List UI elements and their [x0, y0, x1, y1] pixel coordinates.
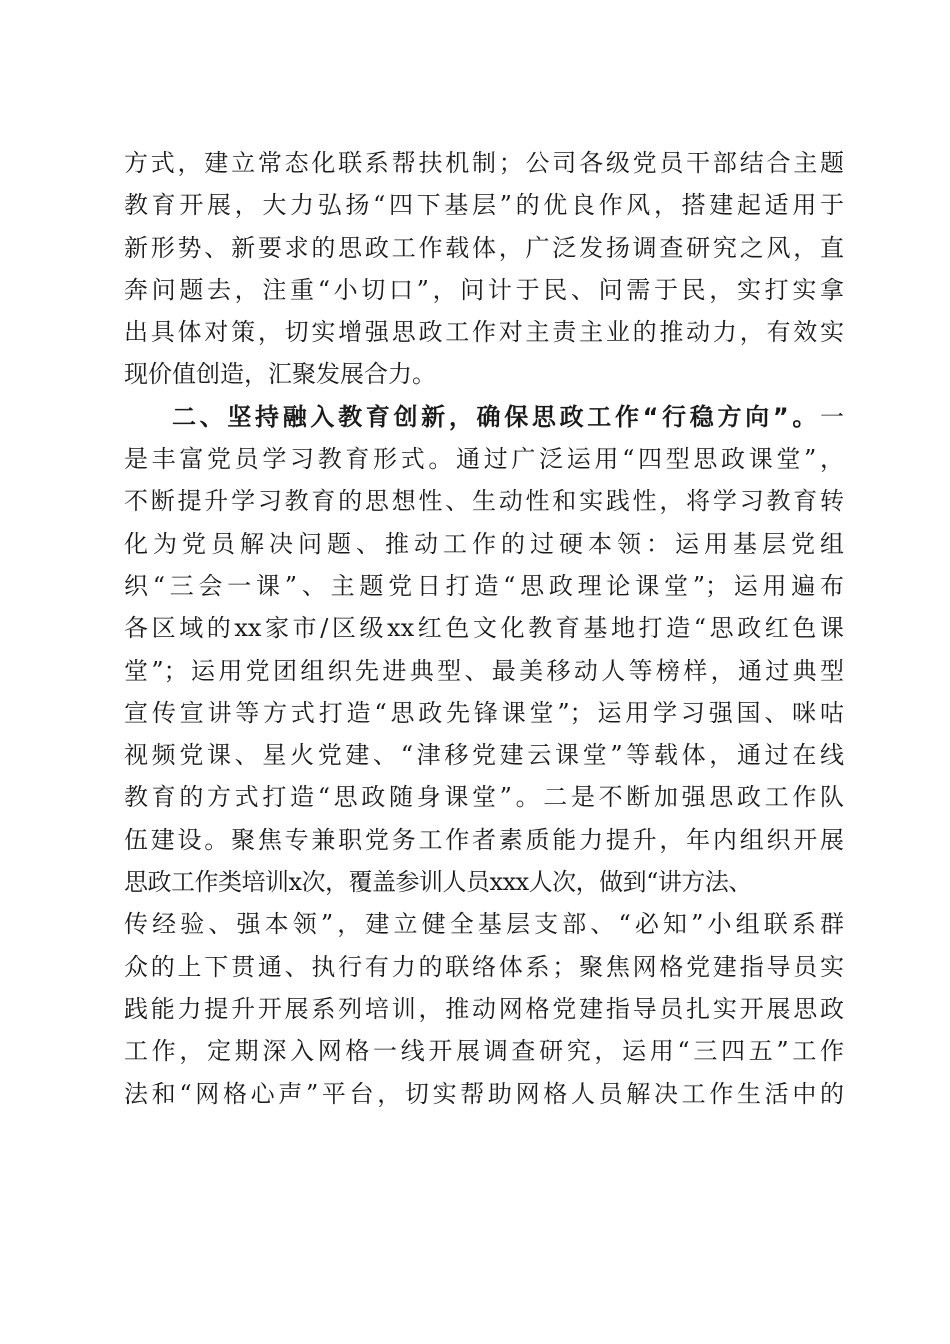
- text-line: 践能力提升开展系列培训，推动网格党建指导员扎实开展思政: [124, 994, 844, 1023]
- text-line: 是丰富党员学习教育形式。通过广泛运用“四型思政课堂”，: [124, 445, 844, 474]
- text-line: 化为党员解决问题、推动工作的过硬本领：运用基层党组: [124, 529, 844, 558]
- text-line: 传经验、强本领”，建立健全基层支部、“必知”小组联系群: [124, 910, 844, 939]
- text-line: 堂”；运用党团组织先进典型、最美移动人等榜样，通过典型: [124, 656, 844, 685]
- text-line: 现价值创造，汇聚发展合力。: [124, 360, 436, 389]
- document-body: [124, 142, 844, 1115]
- text-line: 工作，定期深入网格一线开展调查研究，运用“三四五”工作: [124, 1037, 844, 1066]
- text-line: 思政工作类培训x次，覆盖参训人员xxx人次，做到“讲方法、: [124, 868, 752, 897]
- section-heading-line: [124, 396, 844, 438]
- text-line: 法和“网格心声”平台，切实帮助网格人员解决工作生活中的: [124, 1079, 844, 1108]
- text-run: 一: [820, 402, 844, 431]
- text-line: 方式，建立常态化联系帮扶机制；公司各级党员干部结合主题: [124, 149, 844, 177]
- text-line: 伍建设。聚焦专兼职党务工作者素质能力提升，年内组织开展: [124, 825, 844, 854]
- text-line: 织“三会一课”、主题党日打造“思政理论课堂”；运用遍布: [124, 571, 844, 600]
- text-line: 新形势、新要求的思政工作载体，广泛发扬调查研究之风，直: [124, 233, 844, 262]
- paragraph-1: [124, 142, 844, 396]
- section-heading: 二、坚持融入教育创新，确保思政工作“行稳方向”。: [172, 402, 820, 431]
- text-line: 各区域的xx家市/区级xx红色文化教育基地打造“思政红色课: [124, 614, 844, 643]
- text-line: 视频党课、星火党建、“津移党建云课堂”等载体，通过在线: [124, 741, 844, 770]
- paragraph-2: [124, 396, 844, 1115]
- text-line: 众的上下贯通、执行有力的联络体系；聚焦网格党建指导员实: [124, 952, 844, 981]
- text-line: 教育的方式打造“思政随身课堂”。二是不断加强思政工作队: [124, 783, 844, 812]
- text-line: 宣传宣讲等方式打造“思政先锋课堂”；运用学习强国、咪咕: [124, 698, 844, 727]
- text-line: 奔问题去，注重“小切口”，问计于民、问需于民，实打实拿: [124, 275, 844, 304]
- text-line: 出具体对策，切实增强思政工作对主责主业的推动力，有效实: [124, 318, 844, 347]
- text-line: 不断提升学习教育的思想性、生动性和实践性，将学习教育转: [124, 487, 844, 516]
- text-line: 教育开展，大力弘扬“四下基层”的优良作风，搭建起适用于: [124, 191, 844, 220]
